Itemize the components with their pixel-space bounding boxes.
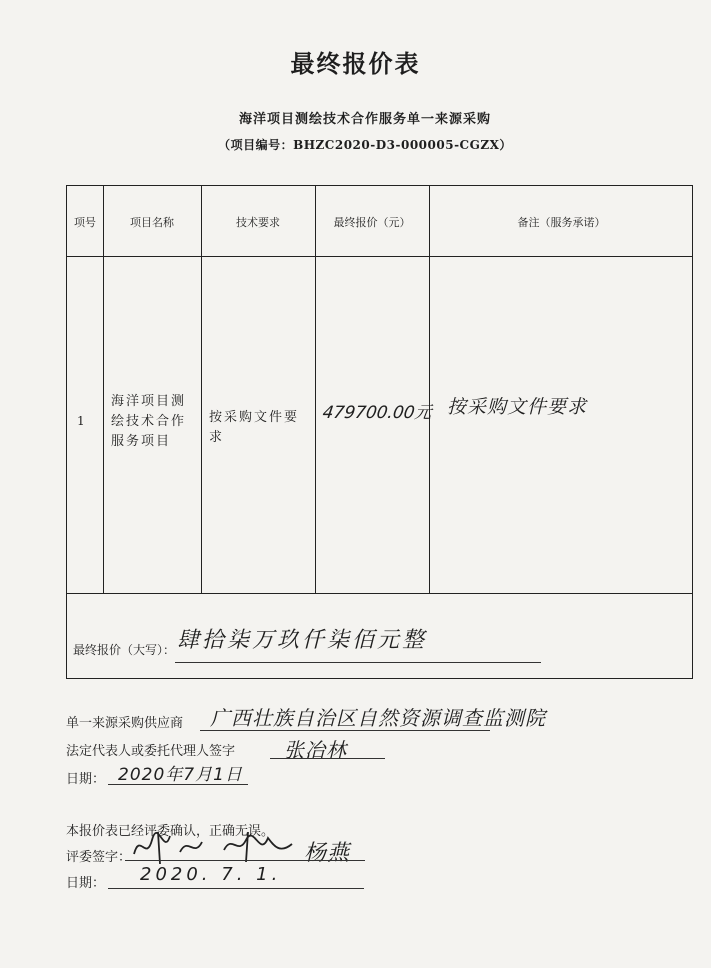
col-divider <box>201 186 202 593</box>
committee-signature: 杨燕 <box>304 841 351 866</box>
row-divider <box>67 593 692 594</box>
col-divider <box>429 186 430 593</box>
representative-signature: 张冶林 <box>284 738 347 762</box>
date-value: 2020年7月1日 <box>118 765 243 785</box>
header-item-no: 项号 <box>74 216 96 229</box>
date2-underline <box>108 888 364 889</box>
supplier-name: 广西壮族自治区自然资源调查监测院 <box>210 706 546 730</box>
project-code: （项目编号：BHZC2020-D3-000005-CGZX） <box>218 138 512 152</box>
col-divider <box>103 186 104 593</box>
date2-value: 2020. 7. 1. <box>140 864 282 885</box>
final-price-label: 最终报价（大写）： <box>73 643 176 657</box>
header-project-name: 项目名称 <box>130 216 174 229</box>
final-price-underline <box>175 662 541 663</box>
row-project-name: 海洋项目测绘技术合作服务项目 <box>111 394 187 449</box>
supplier-label: 单一来源采购供应商 <box>66 716 184 731</box>
representative-underline <box>270 758 385 759</box>
committee-label: 评委签字： <box>66 850 132 865</box>
document-title: 最终报价表 <box>290 50 421 78</box>
row-final-price: 479700.00元 <box>321 403 433 423</box>
header-remark: 备注（服务承诺） <box>517 216 606 229</box>
row-remark: 按采购文件要求 <box>447 396 588 418</box>
date-label: 日期： <box>66 772 106 787</box>
row-number: 1 <box>77 414 85 428</box>
date-underline <box>108 784 248 785</box>
document-subtitle: 海洋项目测绘技术合作服务单一来源采购 <box>238 112 491 127</box>
supplier-underline <box>200 730 490 731</box>
committee-underline <box>125 860 365 861</box>
col-divider <box>315 186 316 593</box>
representative-label: 法定代表人或委托代理人签字 <box>66 744 236 759</box>
header-divider <box>67 256 692 257</box>
row-tech-requirement: 按采购文件要求 <box>209 410 300 445</box>
confirmation-text: 本报价表已经评委确认，正确无误。 <box>66 824 275 839</box>
quotation-table <box>66 185 693 679</box>
header-final-price: 最终报价（元） <box>333 216 411 229</box>
header-tech-requirement: 技术要求 <box>236 216 280 229</box>
final-price-words: 肆拾柒万玖仟柒佰元整 <box>177 628 428 653</box>
date2-label: 日期： <box>66 876 106 891</box>
